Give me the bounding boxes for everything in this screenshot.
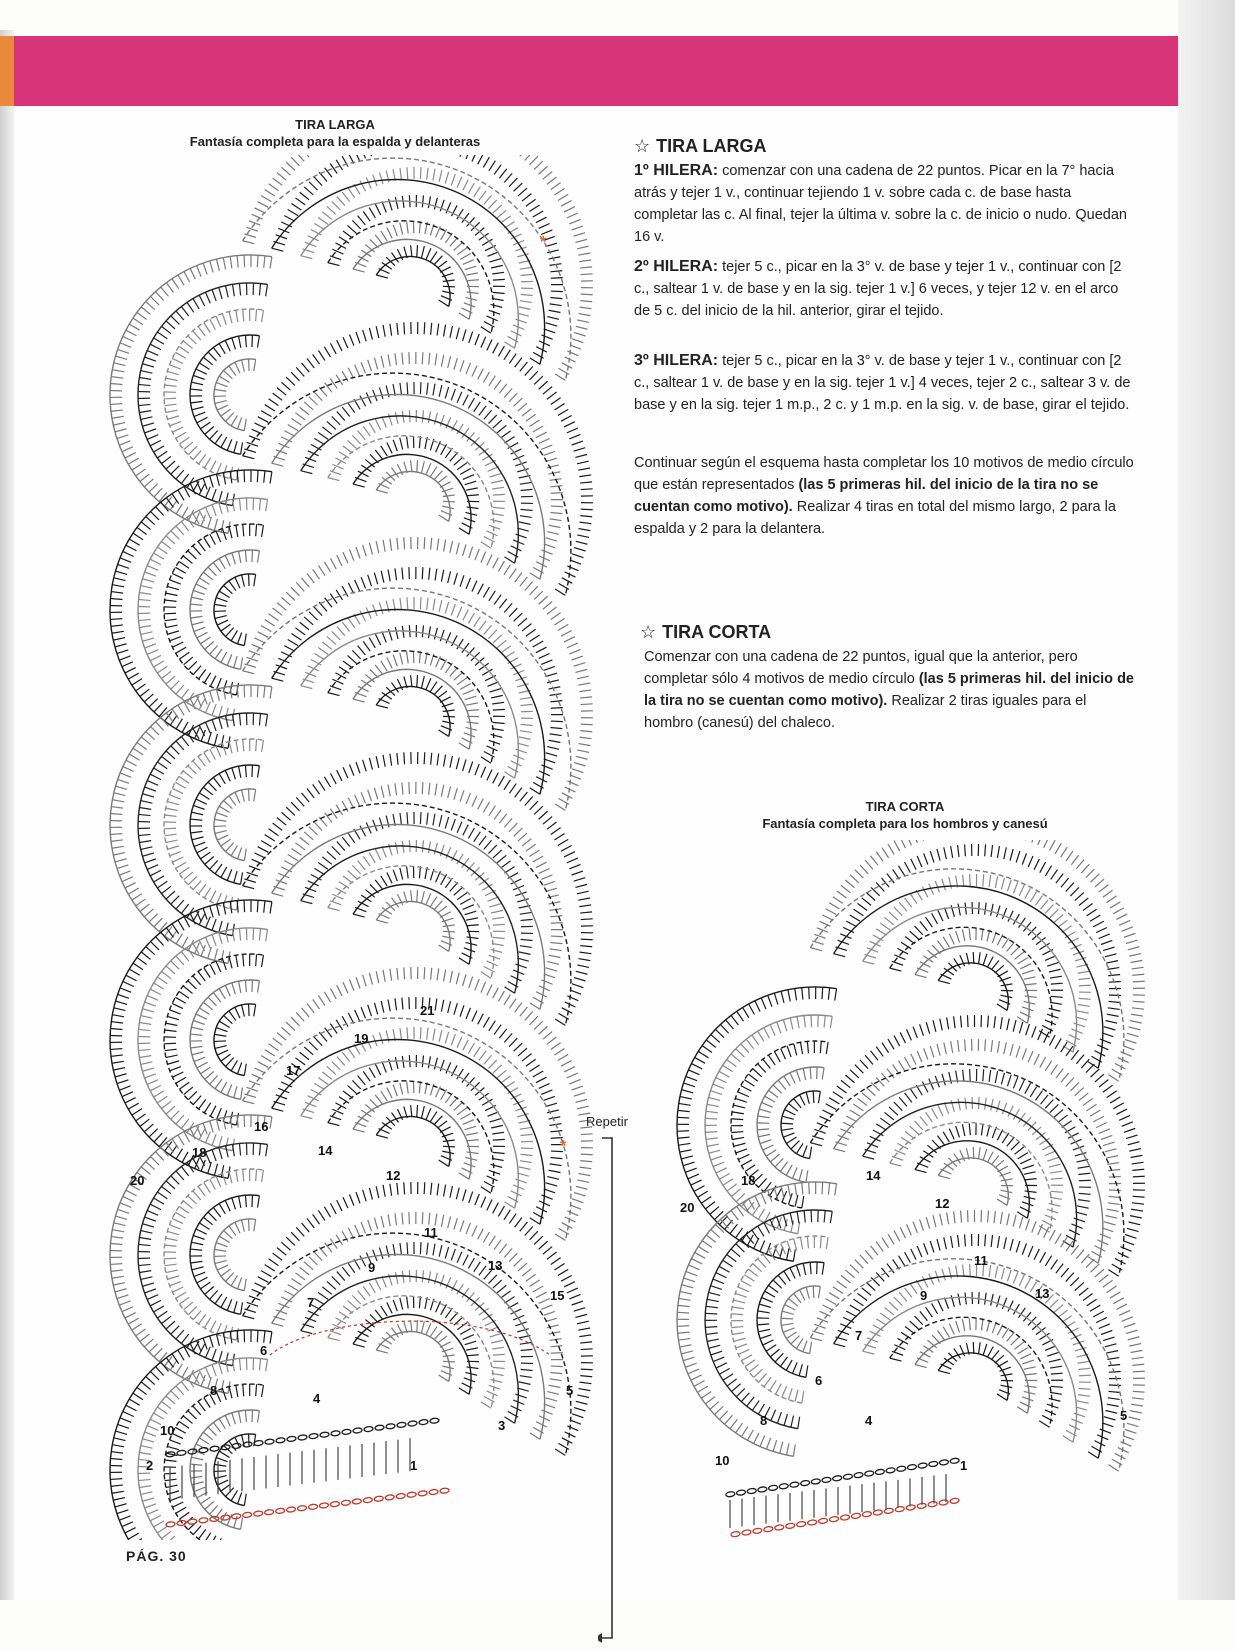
chart-left-title: TIRA LARGA <box>150 116 520 133</box>
chart-right-heading <box>720 798 1090 832</box>
crochet-chart-tira-larga <box>60 155 640 1540</box>
row-number: 9 <box>920 1288 927 1303</box>
row-number: 9 <box>368 1260 375 1275</box>
crochet-chart-tira-corta <box>630 840 1170 1540</box>
row-number: 1 <box>960 1458 967 1473</box>
chart-left-subtitle: Fantasía completa para la espalda y delanteras <box>150 133 520 150</box>
row-number: 11 <box>974 1253 988 1268</box>
repeat-label: Repetir <box>586 1114 628 1129</box>
row-number: 10 <box>715 1453 729 1468</box>
row-number: 19 <box>354 1031 368 1046</box>
header-color-band <box>8 36 1178 106</box>
star-icon: ☆ <box>640 622 656 643</box>
chart-right-title: TIRA CORTA <box>720 798 1090 815</box>
tira-corta-instruction: Comenzar con una cadena de 22 puntos, igual que la anterior, pero completar sólo 4 motivos de medio círculo (las 5 primeras hil. del inicio de la tira no se cuentan como motivo). Realizar 2 tiras iguales para el hombro (canesú) del chaleco. <box>644 646 1134 734</box>
row-number: 2 <box>146 1458 153 1473</box>
row2-instruction: 2º HILERA: tejer 5 c., picar en la 3° v. de base y tejer 1 v., continuar con [2 c., saltear 1 v. de base y en la sig. tejer 1 v.] 6 veces, y tejer 12 v. en el arco de 5 c. del inicio de la hil. anterior, girar el tejido. <box>634 256 1134 322</box>
row-number: 11 <box>424 1225 438 1240</box>
row-number: 20 <box>130 1173 144 1188</box>
row-number: 4 <box>865 1413 873 1428</box>
row1-instruction: 1º HILERA: comenzar con una cadena de 22 puntos. Picar en la 7° hacia atrás y tejer 1 v., continuar tejiendo 1 v. sobre cada c. de base hasta completar las c. Al final, tejer la última v. sobre la c. de inicio o nudo. Quedan 16 v. <box>634 160 1134 248</box>
row-number: 8 <box>760 1413 767 1428</box>
row-number: 17 <box>286 1063 300 1078</box>
row-number: 18 <box>192 1145 206 1160</box>
tira-corta-heading: ☆ TIRA CORTA <box>640 622 771 643</box>
row-number: 4 <box>313 1391 321 1406</box>
chart-left-heading <box>150 116 520 150</box>
row3-instruction: 3º HILERA: tejer 5 c., picar en la 3° v. de base y tejer 1 v., continuar con [2 c., saltear 1 v. de base y en la sig. tejer 1 v.] 4 veces, tejer 2 c., saltear 3 v. de base y en la sig. tejer 1 m.p., 2 c. y 1 m.p. en la sig. v. de base, girar el tejido. <box>634 350 1134 416</box>
next-page-edge <box>1178 0 1235 1600</box>
asterisk-icon: * <box>540 234 547 251</box>
book-spine <box>0 30 14 1600</box>
page-number: PÁG. 30 <box>126 1548 187 1564</box>
row-number: 8 <box>210 1383 217 1398</box>
row-number: 5 <box>566 1383 573 1398</box>
row-number: 3 <box>498 1418 505 1433</box>
row-number: 12 <box>386 1168 400 1183</box>
row-number: 16 <box>254 1119 268 1134</box>
row-number: 20 <box>680 1200 694 1215</box>
row-number: 1 <box>410 1458 417 1473</box>
row-number: 12 <box>935 1196 949 1211</box>
repeat-arrow-icon <box>598 1130 624 1650</box>
row-number: 14 <box>866 1168 881 1183</box>
star-icon: ☆ <box>634 136 650 157</box>
row-number: 6 <box>815 1373 822 1388</box>
chart-right-subtitle: Fantasía completa para los hombros y canesú <box>720 815 1090 832</box>
tira-larga-heading: ☆ TIRA LARGA <box>634 136 766 157</box>
continue-instruction: Continuar según el esquema hasta completar los 10 motivos de medio círculo que están representados (las 5 primeras hil. del inicio de la tira no se cuentan como motivo). Realizar 4 tiras en total del mismo largo, 2 para la espalda y 2 para la delantera. <box>634 452 1134 540</box>
row-number: 7 <box>307 1295 314 1310</box>
row-number: 5 <box>1120 1408 1127 1423</box>
row-number: 13 <box>1035 1286 1049 1301</box>
row-number: 10 <box>160 1423 174 1438</box>
row-number: 18 <box>741 1173 755 1188</box>
row-number: 7 <box>855 1328 862 1343</box>
row-number: 14 <box>318 1143 333 1158</box>
row-number: 15 <box>550 1288 564 1303</box>
asterisk-icon: * <box>560 1138 567 1155</box>
row-number: 13 <box>488 1258 502 1273</box>
row-number: 21 <box>420 1003 434 1018</box>
row-number: 6 <box>260 1343 267 1358</box>
